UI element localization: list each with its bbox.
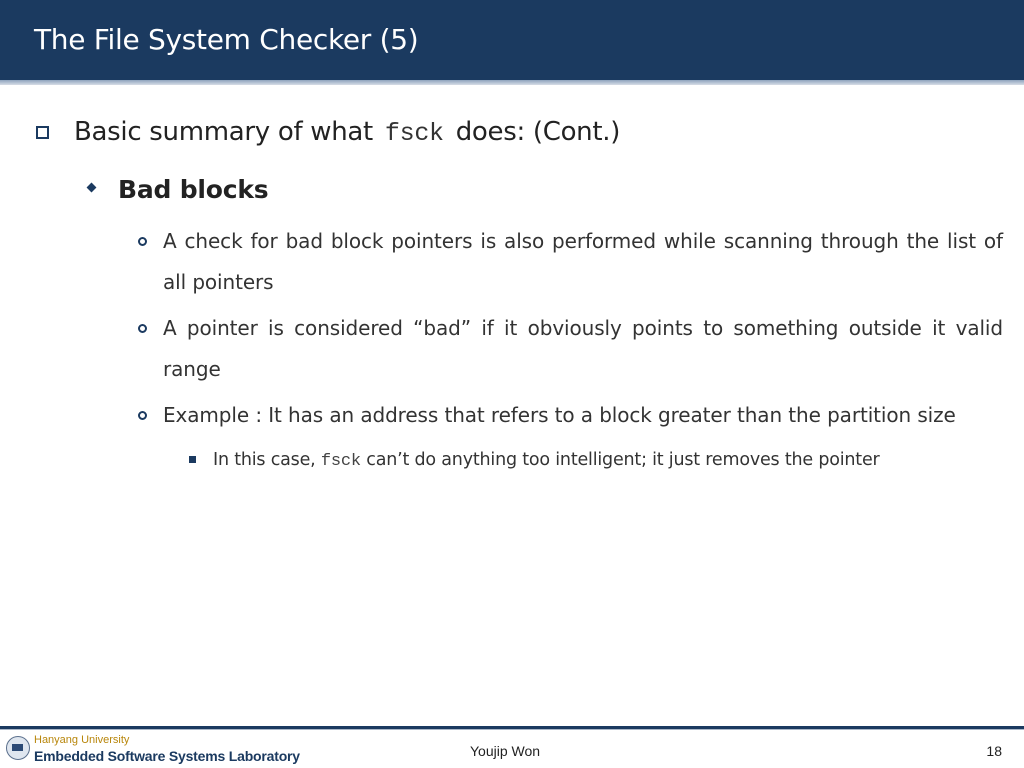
circle-bullet-icon — [138, 324, 147, 333]
bullet-level1 — [74, 114, 620, 152]
page-number: 18 — [986, 743, 1002, 759]
diamond-bullet-icon — [87, 183, 97, 193]
square-bullet-icon — [36, 126, 49, 139]
bullet-level1-text-before: Basic summary of what — [74, 117, 373, 147]
bullet-level4-text-before: In this case, — [213, 450, 316, 470]
small-square-bullet-icon — [189, 456, 196, 463]
lab-name: Embedded Software Systems Laboratory — [34, 748, 300, 764]
bullet-level1-text-after: does: (Cont.) — [455, 117, 621, 147]
slide-title: The File System Checker (5) — [34, 23, 419, 56]
footer-divider-thin — [0, 729, 1024, 730]
bullet-level3-item: A pointer is considered “bad” if it obviously points to something outside it valid range — [163, 316, 1003, 381]
university-name: Hanyang University — [34, 734, 130, 746]
code-fsck: fsck — [384, 119, 444, 148]
code-fsck-inline: fsck — [320, 452, 361, 471]
circle-bullet-icon — [138, 237, 147, 246]
author-name: Youjip Won — [470, 743, 541, 759]
section-heading-bad-blocks: Bad blocks — [118, 175, 269, 204]
university-seal-icon — [6, 736, 30, 760]
circle-bullet-icon — [138, 411, 147, 420]
bullet-level4-text-after: can’t do anything too intelligent; it just removes the pointer — [366, 450, 880, 470]
bullet-level3-item: Example : It has an address that refers to a block greater than the partition size — [163, 403, 956, 427]
bullet-level4 — [213, 448, 880, 474]
bullet-level3-item: A check for bad block pointers is also performed while scanning through the list of all pointers — [163, 229, 1003, 294]
header-divider — [0, 80, 1024, 85]
